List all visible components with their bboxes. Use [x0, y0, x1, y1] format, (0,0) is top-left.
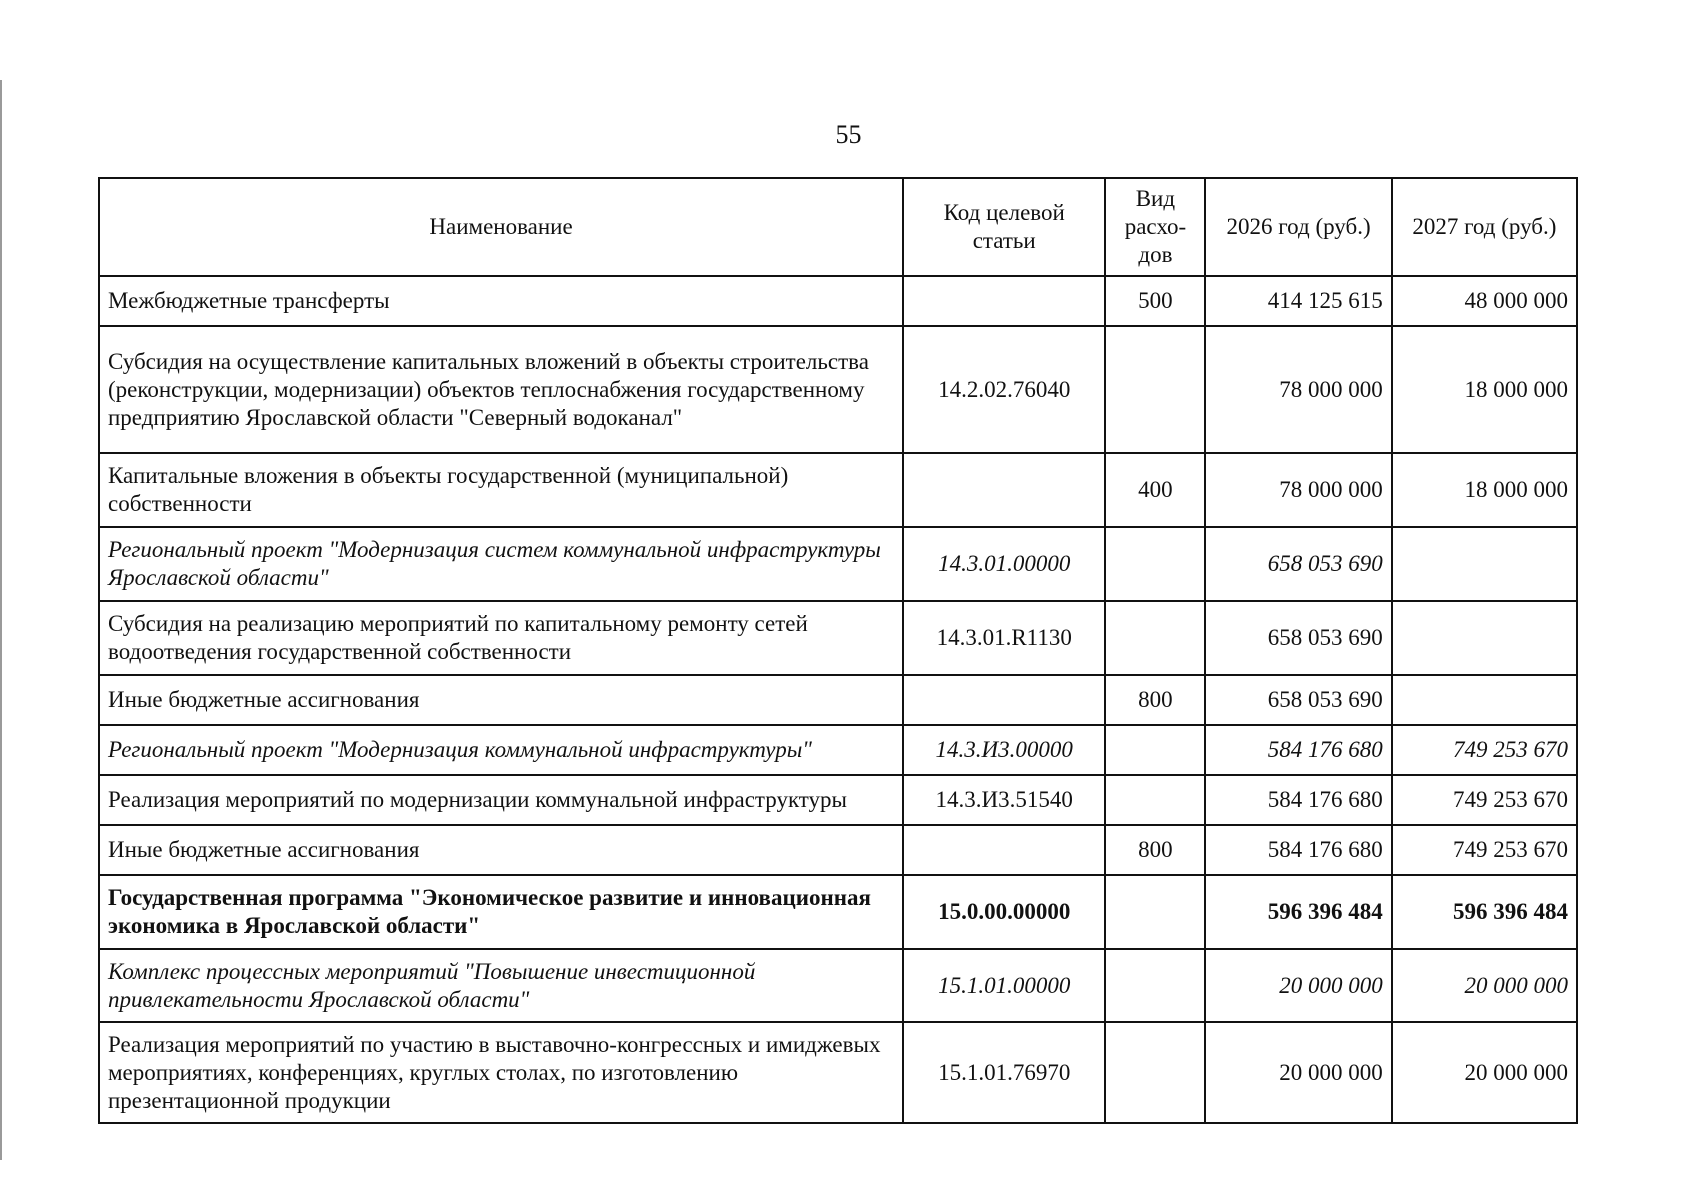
- cell-name: Иные бюджетные ассигнования: [99, 825, 903, 875]
- cell-name: Субсидия на осуществление капитальных вложений в объекты строительства (реконструкции, модернизации) объектов теплоснабжения государственному предприятию Ярославской области "Северный водоканал": [99, 326, 903, 453]
- cell-name: Региональный проект "Модернизация систем коммунальной инфраструктуры Ярославской области": [99, 527, 903, 601]
- table-row: [99, 775, 1577, 825]
- table-row: [99, 453, 1577, 527]
- cell-2026: 658 053 690: [1205, 675, 1391, 725]
- cell-code: [903, 825, 1105, 875]
- table-row: [99, 601, 1577, 675]
- cell-type: [1105, 326, 1205, 453]
- cell-code: [903, 276, 1105, 326]
- table-row: [99, 875, 1577, 949]
- cell-code: 15.0.00.00000: [903, 875, 1105, 949]
- cell-2027: 596 396 484: [1392, 875, 1577, 949]
- cell-name: Субсидия на реализацию мероприятий по капитальному ремонту сетей водоотведения государственной собственности: [99, 601, 903, 675]
- cell-2026: 584 176 680: [1205, 775, 1391, 825]
- cell-type: [1105, 601, 1205, 675]
- cell-2027: 20 000 000: [1392, 1022, 1577, 1123]
- cell-2026: 78 000 000: [1205, 326, 1391, 453]
- table-row: [99, 326, 1577, 453]
- cell-2026: 584 176 680: [1205, 825, 1391, 875]
- cell-2027: 18 000 000: [1392, 326, 1577, 453]
- cell-type: 500: [1105, 276, 1205, 326]
- cell-code: 14.3.01.R1130: [903, 601, 1105, 675]
- page-number: 55: [835, 120, 862, 149]
- cell-2027: 48 000 000: [1392, 276, 1577, 326]
- cell-code: 14.3.И3.00000: [903, 725, 1105, 775]
- table-row: [99, 949, 1577, 1022]
- cell-2026: 658 053 690: [1205, 601, 1391, 675]
- cell-2027: 20 000 000: [1392, 949, 1577, 1022]
- table-row: [99, 675, 1577, 725]
- cell-type: 800: [1105, 825, 1205, 875]
- cell-code: 15.1.01.00000: [903, 949, 1105, 1022]
- cell-name: Реализация мероприятий по модернизации коммунальной инфраструктуры: [99, 775, 903, 825]
- cell-name: Государственная программа "Экономическое развитие и инновационная экономика в Ярославской области": [99, 875, 903, 949]
- cell-code: 14.2.02.76040: [903, 326, 1105, 453]
- cell-2027: 18 000 000: [1392, 453, 1577, 527]
- table-header-row: [99, 178, 1577, 276]
- cell-code: 14.3.01.00000: [903, 527, 1105, 601]
- cell-code: [903, 453, 1105, 527]
- cell-2026: 78 000 000: [1205, 453, 1391, 527]
- header-name: Наименование: [99, 178, 903, 276]
- header-2027: 2027 год (руб.): [1392, 178, 1577, 276]
- cell-2027: 749 253 670: [1392, 825, 1577, 875]
- cell-2026: 584 176 680: [1205, 725, 1391, 775]
- cell-2027: 749 253 670: [1392, 725, 1577, 775]
- header-2026: 2026 год (руб.): [1205, 178, 1391, 276]
- cell-name: Комплекс процессных мероприятий "Повышение инвестиционной привлекательности Ярославской области": [99, 949, 903, 1022]
- cell-2026: 596 396 484: [1205, 875, 1391, 949]
- cell-name: Региональный проект "Модернизация коммунальной инфраструктуры": [99, 725, 903, 775]
- cell-type: 400: [1105, 453, 1205, 527]
- table-row: [99, 276, 1577, 326]
- cell-2026: 658 053 690: [1205, 527, 1391, 601]
- cell-code: 15.1.01.76970: [903, 1022, 1105, 1123]
- cell-2026: 20 000 000: [1205, 1022, 1391, 1123]
- cell-2027: [1392, 675, 1577, 725]
- cell-code: 14.3.И3.51540: [903, 775, 1105, 825]
- cell-type: [1105, 725, 1205, 775]
- table-row: [99, 725, 1577, 775]
- cell-2027: 749 253 670: [1392, 775, 1577, 825]
- budget-table: [98, 177, 1578, 1124]
- cell-type: [1105, 875, 1205, 949]
- cell-name: Межбюджетные трансферты: [99, 276, 903, 326]
- cell-type: [1105, 1022, 1205, 1123]
- cell-name: Иные бюджетные ассигнования: [99, 675, 903, 725]
- scan-edge: [0, 80, 2, 1160]
- cell-name: Капитальные вложения в объекты государственной (муниципальной) собственности: [99, 453, 903, 527]
- cell-code: [903, 675, 1105, 725]
- cell-type: [1105, 775, 1205, 825]
- cell-name: Реализация мероприятий по участию в выставочно-конгрессных и имиджевых мероприятиях, конференциях, круглых столах, по изготовлению презентационной продукции: [99, 1022, 903, 1123]
- header-type: Вид расхо- дов: [1105, 178, 1205, 276]
- cell-type: [1105, 949, 1205, 1022]
- table-row: [99, 527, 1577, 601]
- cell-2026: 414 125 615: [1205, 276, 1391, 326]
- header-code: Код целевой статьи: [903, 178, 1105, 276]
- table-row: [99, 825, 1577, 875]
- cell-type: 800: [1105, 675, 1205, 725]
- cell-2026: 20 000 000: [1205, 949, 1391, 1022]
- cell-type: [1105, 527, 1205, 601]
- table-row: [99, 1022, 1577, 1123]
- cell-2027: [1392, 527, 1577, 601]
- cell-2027: [1392, 601, 1577, 675]
